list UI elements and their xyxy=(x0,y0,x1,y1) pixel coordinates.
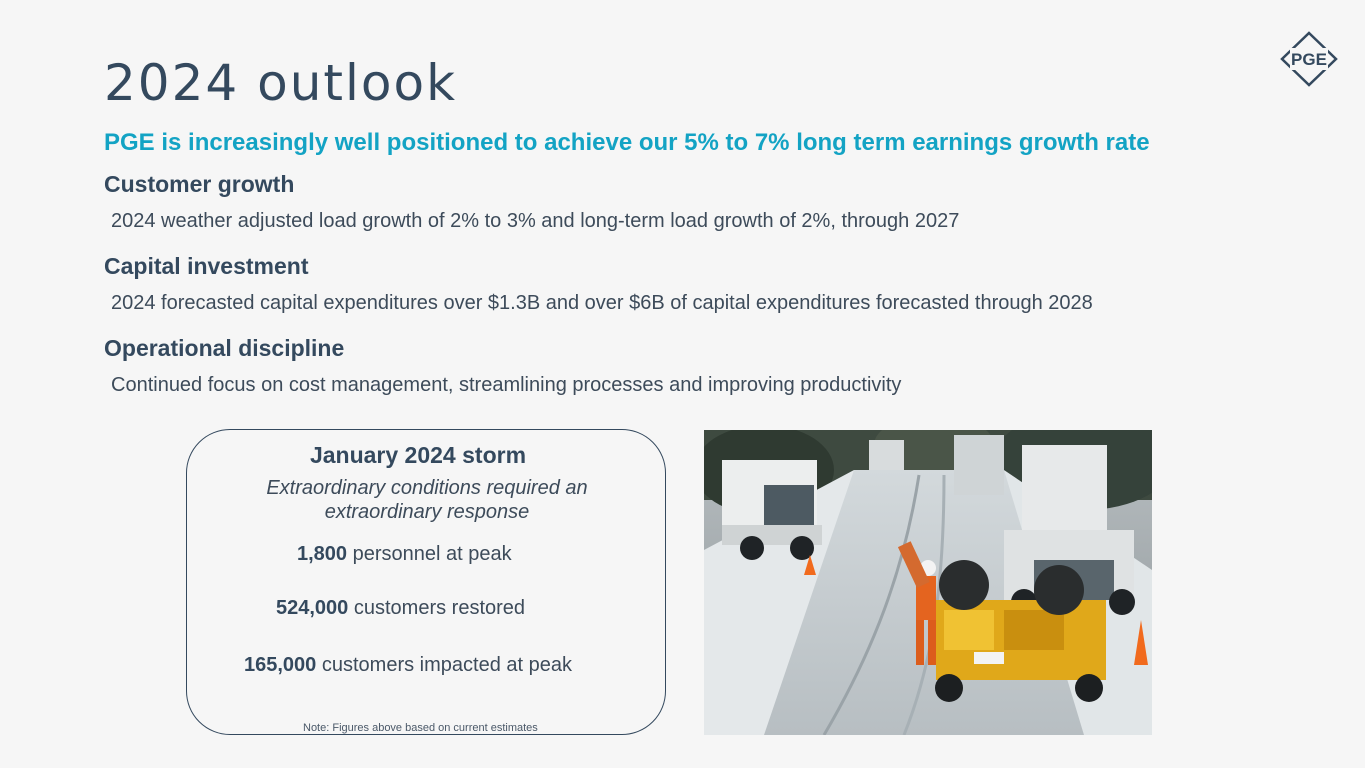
capital-investment-heading: Capital investment xyxy=(104,253,309,279)
operational-discipline-text: Continued focus on cost management, streamlining processes and improving productivity xyxy=(111,374,902,396)
logo-text: PGE xyxy=(1291,50,1327,69)
stat-restored xyxy=(276,597,525,620)
storm-callout xyxy=(186,429,666,735)
storm-subtitle: Extraordinary conditions required an extraordinary response xyxy=(266,477,588,523)
storm-crew-photo xyxy=(704,430,1152,735)
subtitle: PGE is increasingly well positioned to achieve our 5% to 7% long term earnings growth rate xyxy=(104,129,1150,156)
pge-logo-icon xyxy=(1280,31,1338,87)
stat-value: 165,000 xyxy=(244,654,317,676)
storm-note: Note: Figures above based on current estimates xyxy=(303,722,538,734)
page-title: 2024 outlook xyxy=(104,54,458,112)
stat-impacted xyxy=(244,654,572,677)
stat-value: 1,800 xyxy=(297,543,348,565)
storm-title: January 2024 storm xyxy=(309,442,527,468)
operational-discipline-heading: Operational discipline xyxy=(104,335,345,361)
stat-value: 524,000 xyxy=(276,597,349,619)
stat-label: customers impacted at peak xyxy=(321,654,572,676)
stat-label: customers restored xyxy=(353,597,526,619)
stat-personnel xyxy=(297,543,512,566)
stat-label: personnel at peak xyxy=(352,543,512,565)
customer-growth-heading: Customer growth xyxy=(104,171,295,197)
customer-growth-text: 2024 weather adjusted load growth of 2% to 3% and long-term load growth of 2%, through 2027 xyxy=(111,210,960,232)
capital-investment-text: 2024 forecasted capital expenditures over $1.3B and over $6B of capital expenditures forecasted through 2028 xyxy=(111,292,1093,314)
